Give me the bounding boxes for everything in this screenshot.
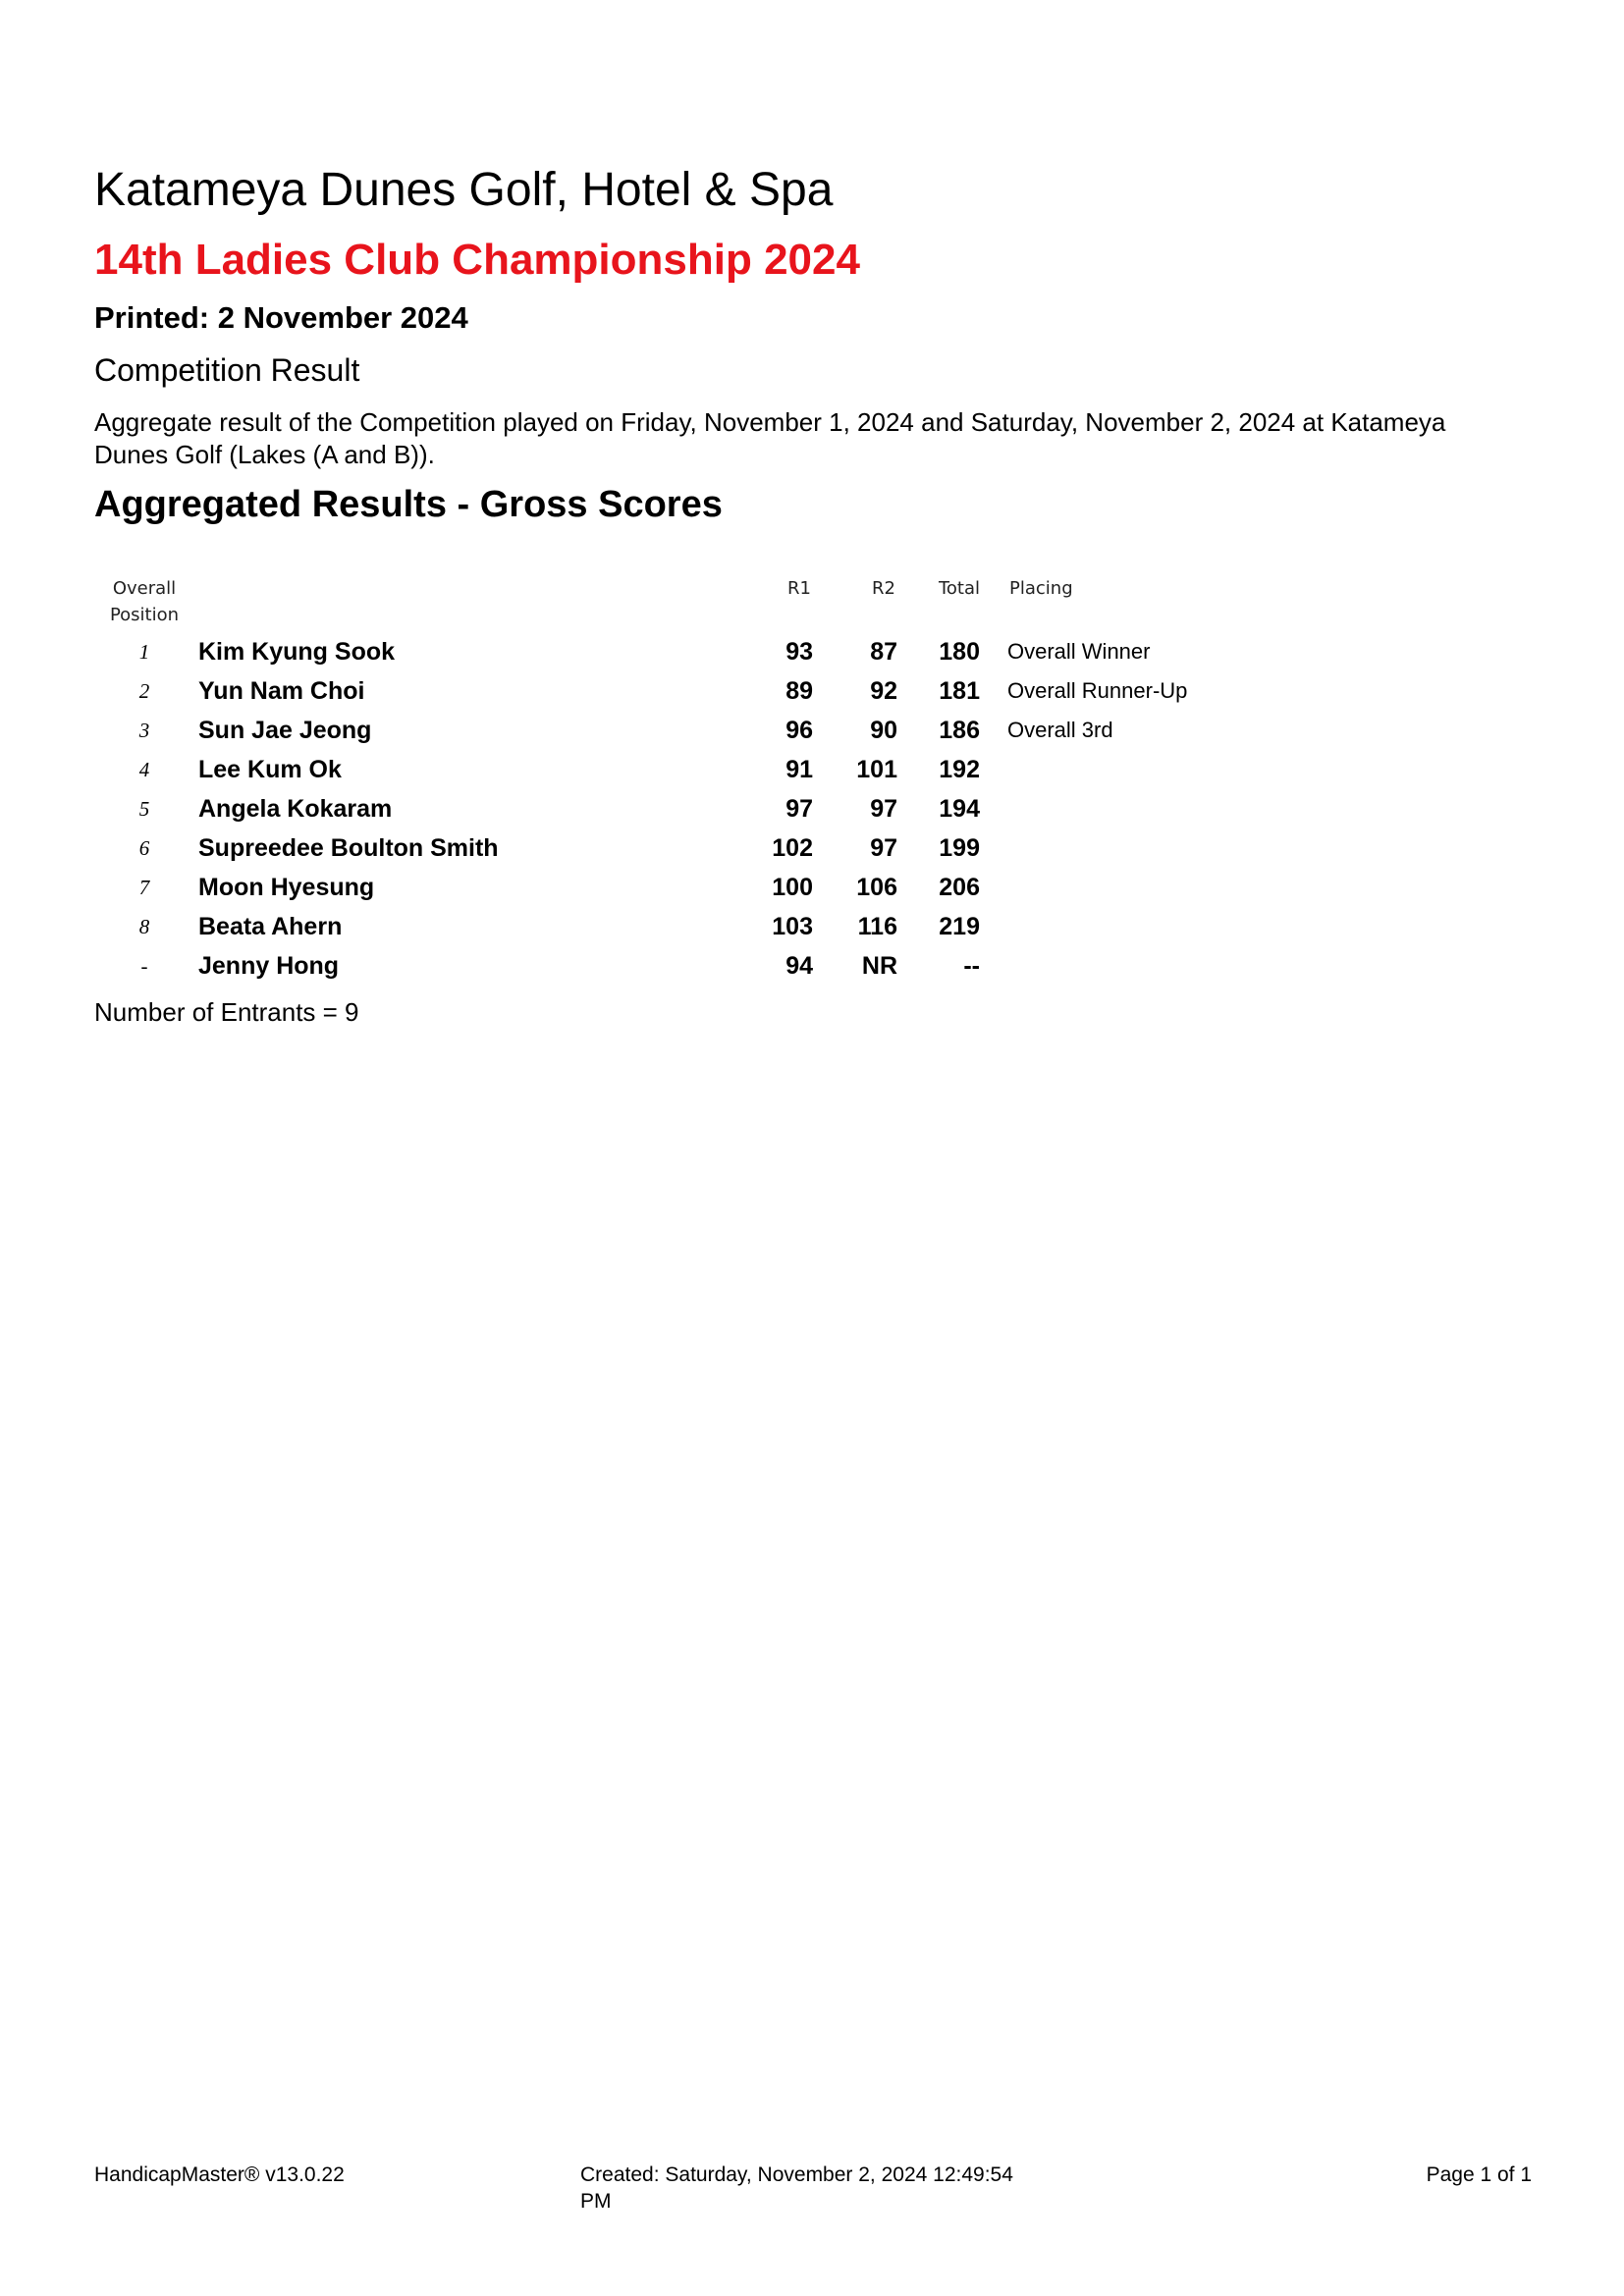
row-player-name: Kim Kyung Sook <box>198 638 396 666</box>
row-position: 8 <box>138 915 150 938</box>
row-placing <box>1007 946 1265 986</box>
row-r1-score: 102 <box>772 834 813 862</box>
row-total-score: 194 <box>939 795 980 823</box>
competition-description: Aggregate result of the Competition played on Friday, November 1, 2024 and Saturday, November 2, 2024 at Katameya Dunes Golf (Lakes (A and B)). <box>94 407 1446 469</box>
header-r1: R1 <box>787 578 811 599</box>
row-r1-score: 96 <box>785 717 813 744</box>
footer-page-number: Page 1 of 1 <box>1426 2163 1532 2186</box>
header-r2: R2 <box>872 578 895 599</box>
row-player-name: Angela Kokaram <box>198 795 393 823</box>
row-r2-score: 90 <box>870 717 897 744</box>
row-placing <box>1007 750 1265 789</box>
row-r1-score: 89 <box>785 677 813 705</box>
row-r2-score: NR <box>861 952 897 980</box>
row-total-score: 181 <box>939 677 980 705</box>
row-player-name: Jenny Hong <box>198 952 340 980</box>
header-gap <box>980 575 1007 632</box>
table-row <box>94 671 1265 711</box>
row-placing: Overall Runner-Up <box>1007 678 1188 703</box>
footer-created-line1: Created: Saturday, November 2, 2024 12:49:54 <box>580 2163 1013 2186</box>
row-placing: Overall 3rd <box>1007 718 1113 742</box>
row-r1-score: 100 <box>772 874 813 901</box>
row-total-score: 192 <box>939 756 980 783</box>
row-placing <box>1007 828 1265 868</box>
row-total-score: 219 <box>939 913 980 940</box>
row-player-name: Moon Hyesung <box>198 874 375 901</box>
entrants-count: Number of Entrants = 9 <box>94 997 359 1027</box>
row-position: 2 <box>138 679 150 703</box>
row-r2-score: 97 <box>870 834 897 862</box>
row-position: - <box>140 954 148 978</box>
row-total-score: 206 <box>939 874 980 901</box>
document-subtitle: Competition Result <box>94 352 360 388</box>
row-r2-score: 87 <box>870 638 897 666</box>
row-position: 6 <box>138 836 150 860</box>
row-player-name: Sun Jae Jeong <box>198 717 372 744</box>
header-total: Total <box>938 578 980 599</box>
table-row <box>94 711 1265 750</box>
footer-created <box>580 2162 1061 2215</box>
header-placing: Placing <box>1009 578 1073 599</box>
row-position: 3 <box>138 719 150 742</box>
row-placing <box>1007 789 1265 828</box>
row-r1-score: 91 <box>785 756 813 783</box>
table-row <box>94 868 1265 907</box>
row-r1-score: 97 <box>785 795 813 823</box>
row-player-name: Beata Ahern <box>198 913 343 940</box>
row-total-score: -- <box>963 952 980 980</box>
table-row <box>94 789 1265 828</box>
row-player-name: Supreedee Boulton Smith <box>198 834 499 862</box>
section-heading: Aggregated Results - Gross Scores <box>94 484 723 525</box>
row-r2-score: 116 <box>857 913 897 940</box>
row-r1-score: 94 <box>785 952 813 980</box>
table-row <box>94 946 1265 986</box>
competition-title: 14th Ladies Club Championship 2024 <box>94 236 860 284</box>
row-total-score: 186 <box>939 717 980 744</box>
header-overall-position-line2: Position <box>109 605 180 625</box>
row-placing: Overall Winner <box>1007 639 1151 664</box>
row-position: 1 <box>138 640 150 664</box>
row-total-score: 199 <box>939 834 980 862</box>
row-r1-score: 93 <box>785 638 813 666</box>
row-player-name: Yun Nam Choi <box>198 677 365 705</box>
table-row <box>94 907 1265 946</box>
header-overall-position <box>94 575 194 632</box>
row-player-name: Lee Kum Ok <box>198 756 342 783</box>
row-position: 4 <box>138 758 150 781</box>
organization-title: Katameya Dunes Golf, Hotel & Spa <box>94 164 834 216</box>
footer-created-line2: PM <box>580 2190 612 2213</box>
row-position: 5 <box>138 797 150 821</box>
row-placing <box>1007 868 1265 907</box>
table-header-row <box>94 575 1265 632</box>
table-row <box>94 828 1265 868</box>
table-row <box>94 750 1265 789</box>
row-r2-score: 97 <box>870 795 897 823</box>
row-r2-score: 106 <box>856 874 897 901</box>
footer-software: HandicapMaster® v13.0.22 <box>94 2163 345 2186</box>
row-r1-score: 103 <box>772 913 813 940</box>
results-table <box>94 575 1265 986</box>
row-placing <box>1007 907 1265 946</box>
row-position: 7 <box>138 876 150 899</box>
printed-date: Printed: 2 November 2024 <box>94 300 468 335</box>
row-total-score: 180 <box>939 638 980 666</box>
header-name <box>194 575 666 632</box>
header-overall-position-line1: Overall <box>112 578 177 599</box>
row-r2-score: 101 <box>856 756 897 783</box>
table-row <box>94 632 1265 671</box>
row-r2-score: 92 <box>870 677 897 705</box>
